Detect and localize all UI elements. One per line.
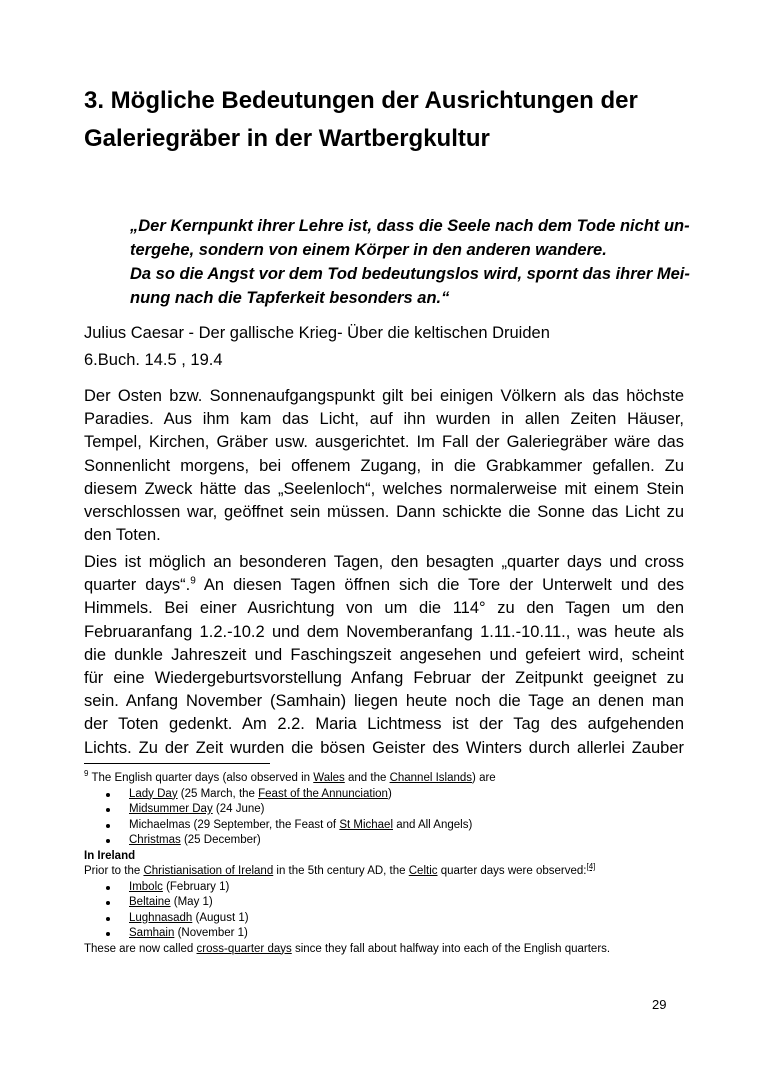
link-channel-islands[interactable]: Channel Islands bbox=[389, 772, 473, 784]
paragraph-line: Sonnenlicht morgens, bei offenem Zugang, in die Grabkammer gefallen. Zu bbox=[84, 456, 684, 475]
quote-source bbox=[84, 320, 684, 374]
footnote-separator bbox=[84, 763, 270, 764]
section-heading bbox=[84, 82, 684, 158]
paragraph-line: sein. Anfang November (Samhain) liegen heute noch die Tage an denen man bbox=[84, 692, 684, 711]
link-feast-of-annunciation[interactable]: Feast of the Annunciation bbox=[258, 787, 388, 800]
footnote-area bbox=[84, 771, 684, 957]
link-lughnasadh[interactable]: Lughnasadh bbox=[129, 911, 193, 924]
quote-line: tergehe, sondern von einem Körper in den anderen wandere. bbox=[130, 241, 607, 259]
paragraph-line: Der Osten bzw. Sonnenaufgangspunkt gilt bei einigen Völkern als das höchste bbox=[84, 387, 684, 405]
paragraph-line: Dies ist möglich an besonderen Tagen, den besagten „quarter days und cross bbox=[84, 553, 684, 571]
paragraph-line-with-footnote bbox=[84, 574, 684, 597]
caesar-quote bbox=[130, 214, 690, 310]
list-item: Samhain (November 1) bbox=[84, 926, 684, 942]
list-item: Lady Day (25 March, the Feast of the Annunciation) bbox=[84, 787, 684, 803]
paragraph-line: Himmels. Bei einer Ausrichtung von um die 114° zu den Tagen um den bbox=[84, 599, 684, 618]
list-item: Beltaine (May 1) bbox=[84, 895, 684, 911]
footnote-number: 9 bbox=[84, 769, 89, 779]
footnote-closing: These are now called cross-quarter days since they fall about halfway into each of the English quarters. bbox=[84, 942, 611, 955]
paragraph-quarter-days bbox=[84, 551, 684, 760]
paragraph-line: der Toten gedenkt. Am 2.2. Maria Lichtmess ist der Tag des aufgehenden bbox=[84, 715, 684, 734]
paragraph-line: diesem Zweck hätte das „Seelenloch“, welches normalerweise mit einem Stein bbox=[84, 479, 684, 498]
celtic-quarter-days-list bbox=[84, 880, 684, 942]
paragraph-east bbox=[84, 385, 684, 547]
quote-line: Da so die Angst vor dem Tod bedeutungslos wird, spornt das ihrer Mei- bbox=[130, 265, 690, 283]
ireland-intro: Prior to the Christianisation of Ireland in the 5th century AD, the Celtic quarter days were observed:[4] bbox=[84, 862, 596, 877]
link-midsummer-day[interactable]: Midsummer Day bbox=[129, 803, 213, 815]
english-quarter-days-list bbox=[84, 787, 684, 849]
page-number: 29 bbox=[652, 997, 667, 1012]
link-imbolc[interactable]: Imbolc bbox=[129, 880, 163, 893]
link-cross-quarter-days[interactable]: cross-quarter days bbox=[196, 942, 292, 955]
link-st-michael[interactable]: St Michael bbox=[339, 818, 393, 831]
quote-line: nung nach die Tapferkeit besonders an.“ bbox=[130, 289, 450, 307]
link-celtic[interactable]: Celtic bbox=[408, 865, 438, 877]
list-item: Lughnasadh (August 1) bbox=[84, 911, 684, 927]
list-item: Christmas (25 December) bbox=[84, 833, 684, 849]
heading-line-2: Galeriegräber in der Wartbergkultur bbox=[84, 125, 490, 152]
link-lady-day[interactable]: Lady Day bbox=[129, 787, 178, 800]
paragraph-text: An diesen Tagen öffnen sich die Tore der Unterwelt und des bbox=[195, 576, 684, 595]
quote-line: „Der Kernpunkt ihrer Lehre ist, dass die Seele nach dem Tode nicht un- bbox=[130, 217, 690, 235]
paragraph-line: Februaranfang 1.2.-10.2 und dem Novemberanfang 1.11.-10.11., was heute als bbox=[84, 622, 684, 641]
paragraph-line: für eine Wiedergeburtsvorstellung Anfang Februar der Zeitpunkt geeignet zu bbox=[84, 669, 684, 688]
paragraph-line: den Toten. bbox=[84, 526, 161, 545]
footnote-reference[interactable]: 9 bbox=[190, 575, 196, 587]
source-line-1: Julius Caesar - Der gallische Krieg- Über die keltischen Druiden bbox=[84, 324, 550, 342]
ireland-heading: In Ireland bbox=[84, 849, 136, 862]
paragraph-line: die dunkle Jahreszeit und Faschingszeit angesehen und gefeiert wird, scheint bbox=[84, 645, 684, 664]
michaelmas-text: Michaelmas bbox=[129, 818, 191, 831]
link-beltaine[interactable]: Beltaine bbox=[129, 896, 171, 908]
citation-link[interactable]: [4] bbox=[586, 862, 596, 872]
paragraph-line: Tempel, Kirchen, Gräber usw. ausgerichtet. Im Fall der Galeriegräber wäre das bbox=[84, 433, 684, 452]
source-line-2: 6.Buch. 14.5 , 19.4 bbox=[84, 351, 223, 369]
link-christianisation-of-ireland[interactable]: Christianisation of Ireland bbox=[143, 865, 274, 877]
paragraph-text: quarter days“. bbox=[84, 576, 191, 595]
list-item: Midsummer Day (24 June) bbox=[84, 802, 684, 818]
paragraph-line: verschlossen war, geöffnet sein müssen. Dann schickte die Sonne das Licht zu bbox=[84, 503, 684, 522]
paragraph-line: Lichts. Zu der Zeit wurden die bösen Geister des Winters durch allerlei Zauber bbox=[84, 738, 684, 757]
list-item: Imbolc (February 1) bbox=[84, 880, 684, 896]
link-wales[interactable]: Wales bbox=[313, 772, 345, 784]
link-christmas[interactable]: Christmas bbox=[129, 834, 181, 846]
footnote-intro: $^9$ The English quarter days (also observed in Wales and the Channel Islands) are bbox=[84, 769, 496, 784]
link-samhain[interactable]: Samhain bbox=[129, 927, 175, 939]
heading-line-1: 3. Mögliche Bedeutungen der Ausrichtungen der bbox=[84, 87, 638, 114]
list-item: Michaelmas (29 September, the Feast of St Michael and All Angels) bbox=[84, 818, 684, 834]
paragraph-line: Paradies. Aus ihm kam das Licht, auf ihn wurden in allen Zeiten Häuser, bbox=[84, 410, 684, 429]
